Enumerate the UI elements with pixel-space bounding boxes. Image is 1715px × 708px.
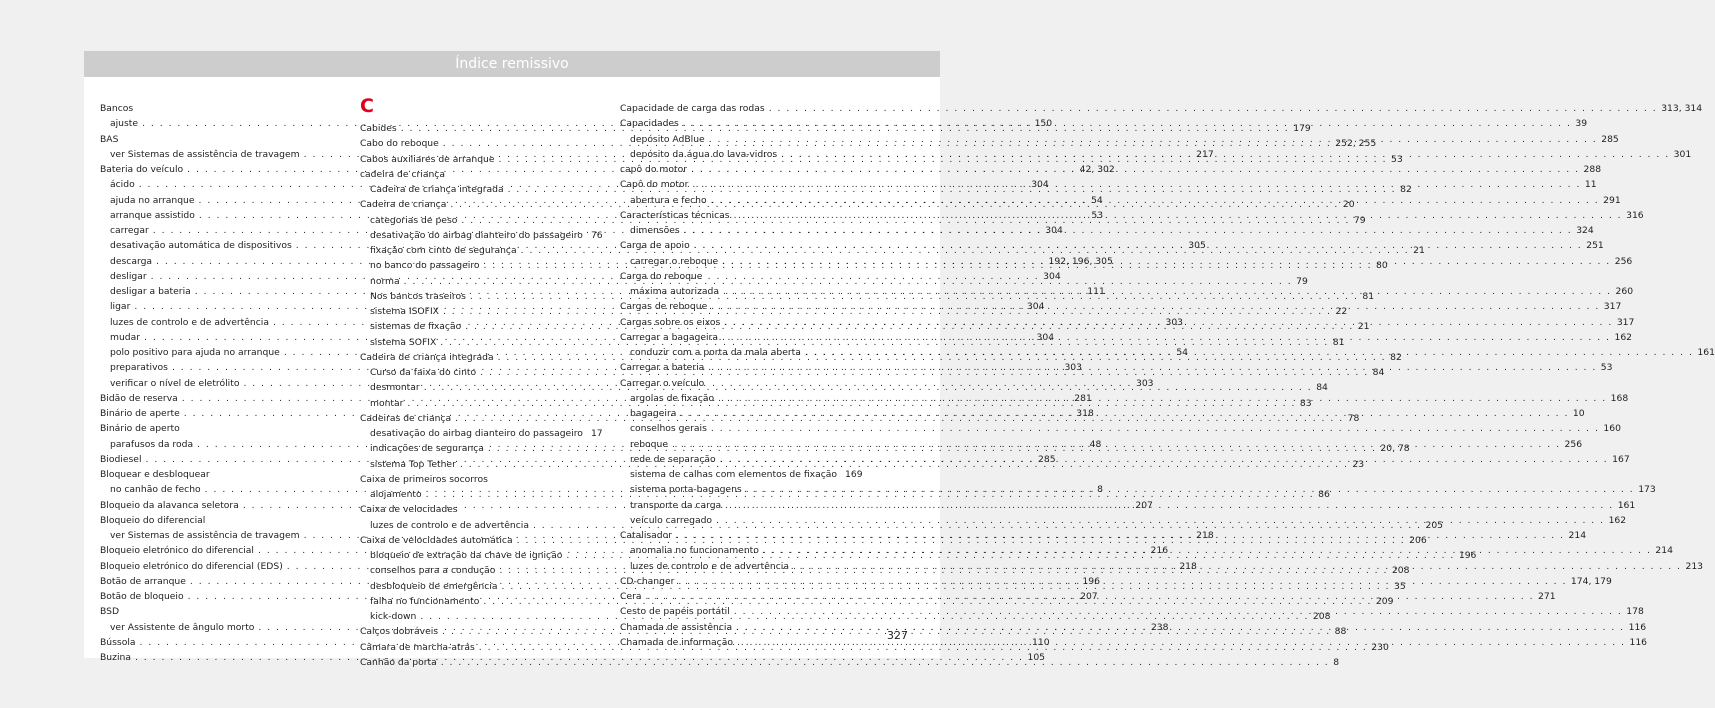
entry-term: sistema Top Tether <box>370 458 456 470</box>
entry-term: desligar <box>110 270 147 282</box>
entry-term: transporte da carga <box>630 499 722 511</box>
entry-pages: 304 <box>1043 270 1061 282</box>
index-heading: Carga do reboque <box>620 270 703 282</box>
entry-term: Bússola <box>100 636 136 648</box>
entry-term: Carga de apoio <box>620 240 690 252</box>
dot-leader <box>720 452 1609 467</box>
entry-pages: 39 <box>1575 118 1588 130</box>
entry-term: CD-changer <box>620 575 675 587</box>
entry-pages: 256 <box>1614 255 1633 267</box>
entry-term: Buzina <box>100 652 131 663</box>
entry-term: Carregar a bagageira <box>620 331 718 343</box>
entry-term: Botão de arranque <box>100 575 186 587</box>
entry-pages: 317 <box>1603 301 1622 313</box>
dot-leader <box>694 238 1583 253</box>
entry-pages: 168 <box>1610 392 1629 404</box>
entry-term: Calços dobráveis <box>360 626 439 638</box>
entry-term: desativação do airbag dianteiro do passageiro <box>370 229 583 241</box>
entry-pages: 110 <box>1032 636 1050 648</box>
entry-term: Cesto de papéis portátil <box>620 606 730 618</box>
entry-term: Cadeira de criança integrada <box>360 351 494 363</box>
entry-pages: 318 <box>1076 408 1094 419</box>
entry-pages: 316 <box>1626 209 1644 221</box>
index-page <box>84 51 1715 668</box>
entry-term: conselhos gerais <box>630 423 707 435</box>
entry-pages: 206 <box>1409 534 1427 546</box>
entry-term: Cargas sobre os eixos <box>620 316 721 328</box>
entry-pages: 288 <box>1583 164 1602 175</box>
entry-term: máxima autorizada <box>630 286 719 297</box>
dot-leader <box>724 315 1613 330</box>
entry-pages: 238 <box>1150 621 1169 633</box>
entry-term: sistema SOFIX <box>370 336 437 348</box>
dot-leader <box>708 360 1597 375</box>
dot-leader <box>737 635 1626 650</box>
page-header <box>84 51 940 77</box>
entry-term: ligar <box>110 301 131 313</box>
entry-pages: 214 <box>1655 545 1673 557</box>
dot-leader <box>678 574 1567 589</box>
entry-pages: 161 <box>1617 499 1636 511</box>
entry-pages: 116 <box>1629 636 1648 648</box>
index-heading: Bancos <box>100 103 134 114</box>
entry-term: fixação com cinto de segurança <box>370 245 517 256</box>
entry-term: preparativos <box>110 362 168 374</box>
entry-pages: 178 <box>1626 606 1644 618</box>
entry-term: argolas de fixação <box>630 392 715 404</box>
entry-pages: 251 <box>1586 240 1604 252</box>
entry-pages: 209 <box>1375 595 1394 607</box>
entry-term: Catalisador <box>620 530 673 541</box>
dot-leader <box>763 543 1652 558</box>
entry-term: Características técnicas <box>620 209 730 221</box>
dot-leader <box>672 437 1561 452</box>
entry-term: alojamento <box>370 489 422 500</box>
entry-pages: 192, 196, 305 <box>1048 255 1113 267</box>
index-heading: Caixa de velocidades <box>360 504 458 516</box>
entry-term: Cabo do reboque <box>360 138 439 150</box>
entry-term: Bloqueio da alavanca seletora <box>100 499 239 511</box>
entry-term: desativação do airbag dianteiro do passageiro <box>370 428 583 439</box>
entry-term: ver Sistemas de assistência de travagem <box>110 148 300 160</box>
entry-pages: 78 <box>1347 412 1360 424</box>
entry-pages: 105 <box>1027 652 1046 663</box>
entry-pages: 252, 255 <box>1335 138 1377 150</box>
entry-pages: 11 <box>1584 179 1597 191</box>
entry-pages: 160 <box>1603 423 1621 435</box>
entry-pages: 8 <box>1333 656 1340 668</box>
dot-leader <box>711 421 1600 436</box>
entry-term: rede de separação <box>630 453 716 465</box>
index-heading: BAS <box>100 133 119 145</box>
entry-pages: 10 <box>1572 408 1585 419</box>
entry-term: indicações de segurança <box>370 443 484 455</box>
entry-term: Cargas de reboque <box>620 301 708 313</box>
entry-pages: 207 <box>1135 499 1153 511</box>
entry-pages: 8 <box>1097 484 1104 496</box>
entry-pages: 179 <box>1293 123 1311 134</box>
section-letter: C <box>360 95 374 117</box>
entry-term: verificar o nível de eletrólito <box>110 377 240 389</box>
entry-pages: 48 <box>1089 438 1102 450</box>
entry-pages: 303 <box>1165 316 1184 328</box>
dot-leader <box>716 513 1605 528</box>
entry-pages: 256 <box>1564 438 1583 450</box>
entry-term: conduzir com a porta da mala aberta <box>630 347 801 358</box>
entry-term: Carregar a bateria <box>620 362 705 374</box>
entry-term: sistemas de fixação <box>370 321 462 333</box>
entry-pages: 116 <box>1628 621 1647 633</box>
entry-term: desativação automática de dispositivos <box>110 240 292 252</box>
entry-pages: 150 <box>1034 118 1053 130</box>
dot-leader <box>723 284 1612 299</box>
entry-term: Cadeira de criança integrada <box>370 184 504 195</box>
entry-pages: 81 <box>1332 336 1345 348</box>
dot-leader <box>769 101 1658 116</box>
entry-term: sistema porta-bagagens <box>630 484 742 496</box>
entry-term: ver Assistente de ângulo morto <box>110 621 255 633</box>
entry-term: norma <box>370 275 400 287</box>
page-number: 327 <box>887 629 908 642</box>
entry-term: veículo carregado <box>630 514 713 526</box>
entry-term: Capacidade de carga das rodas <box>620 103 765 114</box>
entry-term: mudar <box>110 331 141 343</box>
entry-pages: 81 <box>1362 290 1375 302</box>
entry-pages: 22 <box>1335 306 1348 317</box>
index-subentry <box>360 426 603 441</box>
entry-pages: 304 <box>1026 301 1045 313</box>
dot-leader <box>683 116 1572 131</box>
entry-pages: 23 <box>1352 458 1365 470</box>
entry-pages: 303 <box>1135 377 1154 389</box>
entry-pages: 304 <box>1036 331 1055 343</box>
entry-pages: 53 <box>1091 209 1104 221</box>
entry-pages: 20 <box>1342 199 1355 211</box>
entry-term: Nos bancos traseiros <box>370 290 466 302</box>
entry-term: parafusos da roda <box>110 438 194 450</box>
entry-pages: 281 <box>1074 392 1092 404</box>
dot-leader <box>680 406 1569 421</box>
page-title: Índice remissivo <box>455 56 569 72</box>
entry-term: desligar a bateria <box>110 286 191 297</box>
entry-pages: 301 <box>1673 148 1692 160</box>
entry-term: Bateria do veículo <box>100 164 184 175</box>
dot-leader <box>711 299 1600 314</box>
entry-term: Cera <box>620 591 642 602</box>
dot-leader <box>793 559 1682 574</box>
entry-term: Cadeira de criança <box>360 199 447 211</box>
entry-pages: 304 <box>1045 225 1063 236</box>
dot-leader <box>725 498 1614 513</box>
entry-pages: 216 <box>1150 545 1169 557</box>
entry-pages: 35 <box>1394 580 1406 592</box>
entry-term: Cabides <box>360 123 397 134</box>
entry-pages: 174, 179 <box>1570 575 1612 587</box>
dot-leader <box>645 589 1534 604</box>
entry-pages: 53 <box>1391 153 1403 165</box>
entry-pages: 17 <box>590 428 603 439</box>
entry-pages: 111 <box>1087 286 1105 297</box>
entry-term: Bidão de reserva <box>100 392 178 404</box>
entry-term: depósito AdBlue <box>630 133 705 145</box>
entry-pages: 303 <box>1064 362 1082 374</box>
entry-term: Curso da faixa do cinto <box>370 367 477 378</box>
dot-leader <box>781 147 1670 162</box>
dot-leader <box>734 604 1623 619</box>
entry-term: kick-down <box>370 611 417 622</box>
entry-pages: 208 <box>1312 611 1331 622</box>
entry-term: Biodiesel <box>100 453 142 465</box>
entry-pages: 82 <box>1400 184 1412 195</box>
entry-pages: 20, 78 <box>1380 443 1410 455</box>
dot-leader <box>805 345 1694 360</box>
entry-pages: 285 <box>1038 453 1056 465</box>
entry-pages: 271 <box>1538 591 1556 602</box>
entry-pages: 313, 314 <box>1661 103 1703 114</box>
entry-term: carregar o reboque <box>630 255 719 267</box>
entry-term: ajuste <box>110 118 139 130</box>
entry-pages: 218 <box>1179 560 1197 572</box>
entry-term: luzes de controlo e de advertência <box>630 560 789 572</box>
entry-pages: 285 <box>1601 133 1619 145</box>
entry-pages: 83 <box>1299 397 1312 409</box>
entry-pages: 162 <box>1614 331 1633 343</box>
entry-pages: 162 <box>1608 514 1627 526</box>
entry-term: luzes de controlo e de advertência <box>370 519 529 531</box>
index-subentry <box>620 421 1621 436</box>
entry-term: Câmara de marcha-atrás <box>360 641 475 653</box>
entry-term: descarga <box>110 255 153 267</box>
entry-term: Capacidades <box>620 118 679 130</box>
entry-pages: 53 <box>1600 362 1613 374</box>
entry-pages: 173 <box>1638 484 1656 496</box>
entry-term: reboque <box>630 438 668 450</box>
dot-leader <box>734 208 1623 223</box>
entry-pages: 76 <box>590 229 603 241</box>
entry-pages: 260 <box>1615 286 1634 297</box>
entry-term: carregar <box>110 225 149 236</box>
entry-pages: 82 <box>1390 351 1402 363</box>
entry-pages: 291 <box>1603 194 1621 206</box>
entry-pages: 21 <box>1413 245 1425 256</box>
entry-pages: 208 <box>1391 565 1410 577</box>
index-entry <box>620 101 1703 116</box>
entry-term: ver Sistemas de assistência de travagem <box>110 530 300 541</box>
dot-leader <box>709 132 1598 147</box>
index-heading: Caixa de primeiros socorros <box>360 473 488 485</box>
entry-pages: 196 <box>1082 575 1100 587</box>
dot-leader <box>722 330 1611 345</box>
entry-pages: 218 <box>1196 530 1214 541</box>
entry-pages: 167 <box>1612 453 1630 465</box>
dot-leader <box>692 177 1581 192</box>
entry-term: montar <box>370 397 404 409</box>
dot-leader <box>722 254 1611 269</box>
index-heading: Bloquear e desbloquear <box>100 469 210 480</box>
entry-pages: 230 <box>1371 641 1389 653</box>
index-heading: Binário de aperto <box>100 423 180 435</box>
entry-pages: 79 <box>1296 275 1308 287</box>
entry-pages: 317 <box>1616 316 1635 328</box>
entry-term: Bloqueio eletrónico do diferencial (EDS) <box>100 560 283 572</box>
entry-term: Chamada de informação <box>620 636 733 648</box>
entry-term: Capô do motor <box>620 179 689 191</box>
entry-term: luzes de controlo e de advertência <box>110 316 269 328</box>
entry-pages: 217 <box>1196 148 1214 160</box>
entry-pages: 304 <box>1031 179 1049 191</box>
entry-pages: 169 <box>845 469 863 480</box>
entry-pages: 54 <box>1091 194 1103 206</box>
entry-term: polo positivo para ajuda no arranque <box>110 347 280 358</box>
entry-pages: 205 <box>1425 519 1444 531</box>
entry-pages: 21 <box>1357 321 1370 333</box>
entry-term: Chamada de assistência <box>620 621 733 633</box>
dot-leader <box>441 655 1330 670</box>
entry-term: conselhos para a condução <box>370 565 496 577</box>
index-subentry <box>360 228 603 243</box>
entry-term: Cabos auxiliares de arranque <box>360 153 495 165</box>
entry-term: categorias de peso <box>370 214 458 226</box>
entry-pages: 54 <box>1176 347 1189 358</box>
dot-leader <box>691 162 1580 177</box>
entry-pages: 305 <box>1188 240 1206 252</box>
entry-term: bloqueio de extração da chave de ignição <box>370 550 563 561</box>
entry-pages: 88 <box>1334 626 1347 638</box>
entry-pages: 161 <box>1697 347 1715 358</box>
entry-term: dimensões <box>630 225 680 236</box>
entry-pages: 42, 302 <box>1079 164 1115 175</box>
entry-term: Cadeiras de criança <box>360 412 452 424</box>
index-subentry <box>620 467 863 482</box>
dot-leader <box>736 620 1625 635</box>
entry-term: anomalia no funcionamento <box>630 545 759 557</box>
entry-term: bagageira <box>630 408 677 419</box>
entry-term: Bloqueio eletrónico do diferencial <box>100 545 254 557</box>
entry-term: Canhão da porta <box>360 656 437 668</box>
entry-pages: 196 <box>1458 550 1477 561</box>
entry-pages: 213 <box>1685 560 1704 572</box>
dot-leader <box>676 528 1565 543</box>
index-heading: Bloqueio do diferencial <box>100 514 206 526</box>
entry-term: Botão de bloqueio <box>100 591 184 602</box>
entry-term: ajuda no arranque <box>110 194 195 206</box>
entry-term: no canhão de fecho <box>110 484 201 496</box>
index-heading: cadeira de criança <box>360 168 445 180</box>
entry-pages: 324 <box>1576 225 1594 236</box>
entry-term: falha no funcionamento <box>370 595 480 607</box>
index-heading: Carregar o veículo <box>620 377 705 389</box>
entry-term: no banco do passageiro <box>370 260 480 272</box>
entry-term: Caixa de velocidades automática <box>360 534 513 546</box>
dot-leader <box>718 391 1607 406</box>
index-heading: BSD <box>100 606 120 618</box>
dot-leader <box>746 482 1635 497</box>
entry-term: capô do motor <box>620 164 687 175</box>
entry-pages: 84 <box>1316 382 1328 394</box>
entry-term: arranque assistido <box>110 209 195 221</box>
entry-pages: 79 <box>1353 214 1366 226</box>
entry-term: desbloqueio de emergência <box>370 580 498 592</box>
entry-term: ácido <box>110 179 135 191</box>
entry-term: desmontar <box>370 382 420 394</box>
entry-pages: 214 <box>1568 530 1587 541</box>
entry-pages: 80 <box>1376 260 1388 272</box>
dot-leader <box>711 193 1600 208</box>
entry-pages: 86 <box>1318 489 1330 500</box>
entry-term: sistema de calhas com elementos de fixação <box>630 469 837 480</box>
dot-leader <box>684 223 1573 238</box>
entry-pages: 84 <box>1372 367 1385 378</box>
entry-pages: 207 <box>1080 591 1098 602</box>
entry-term: abertura e fecho <box>630 194 707 206</box>
entry-term: depósito da água do lava-vidros <box>630 148 778 160</box>
entry-term: Binário de aperte <box>100 408 180 419</box>
entry-term: sistema ISOFIX <box>370 306 439 317</box>
